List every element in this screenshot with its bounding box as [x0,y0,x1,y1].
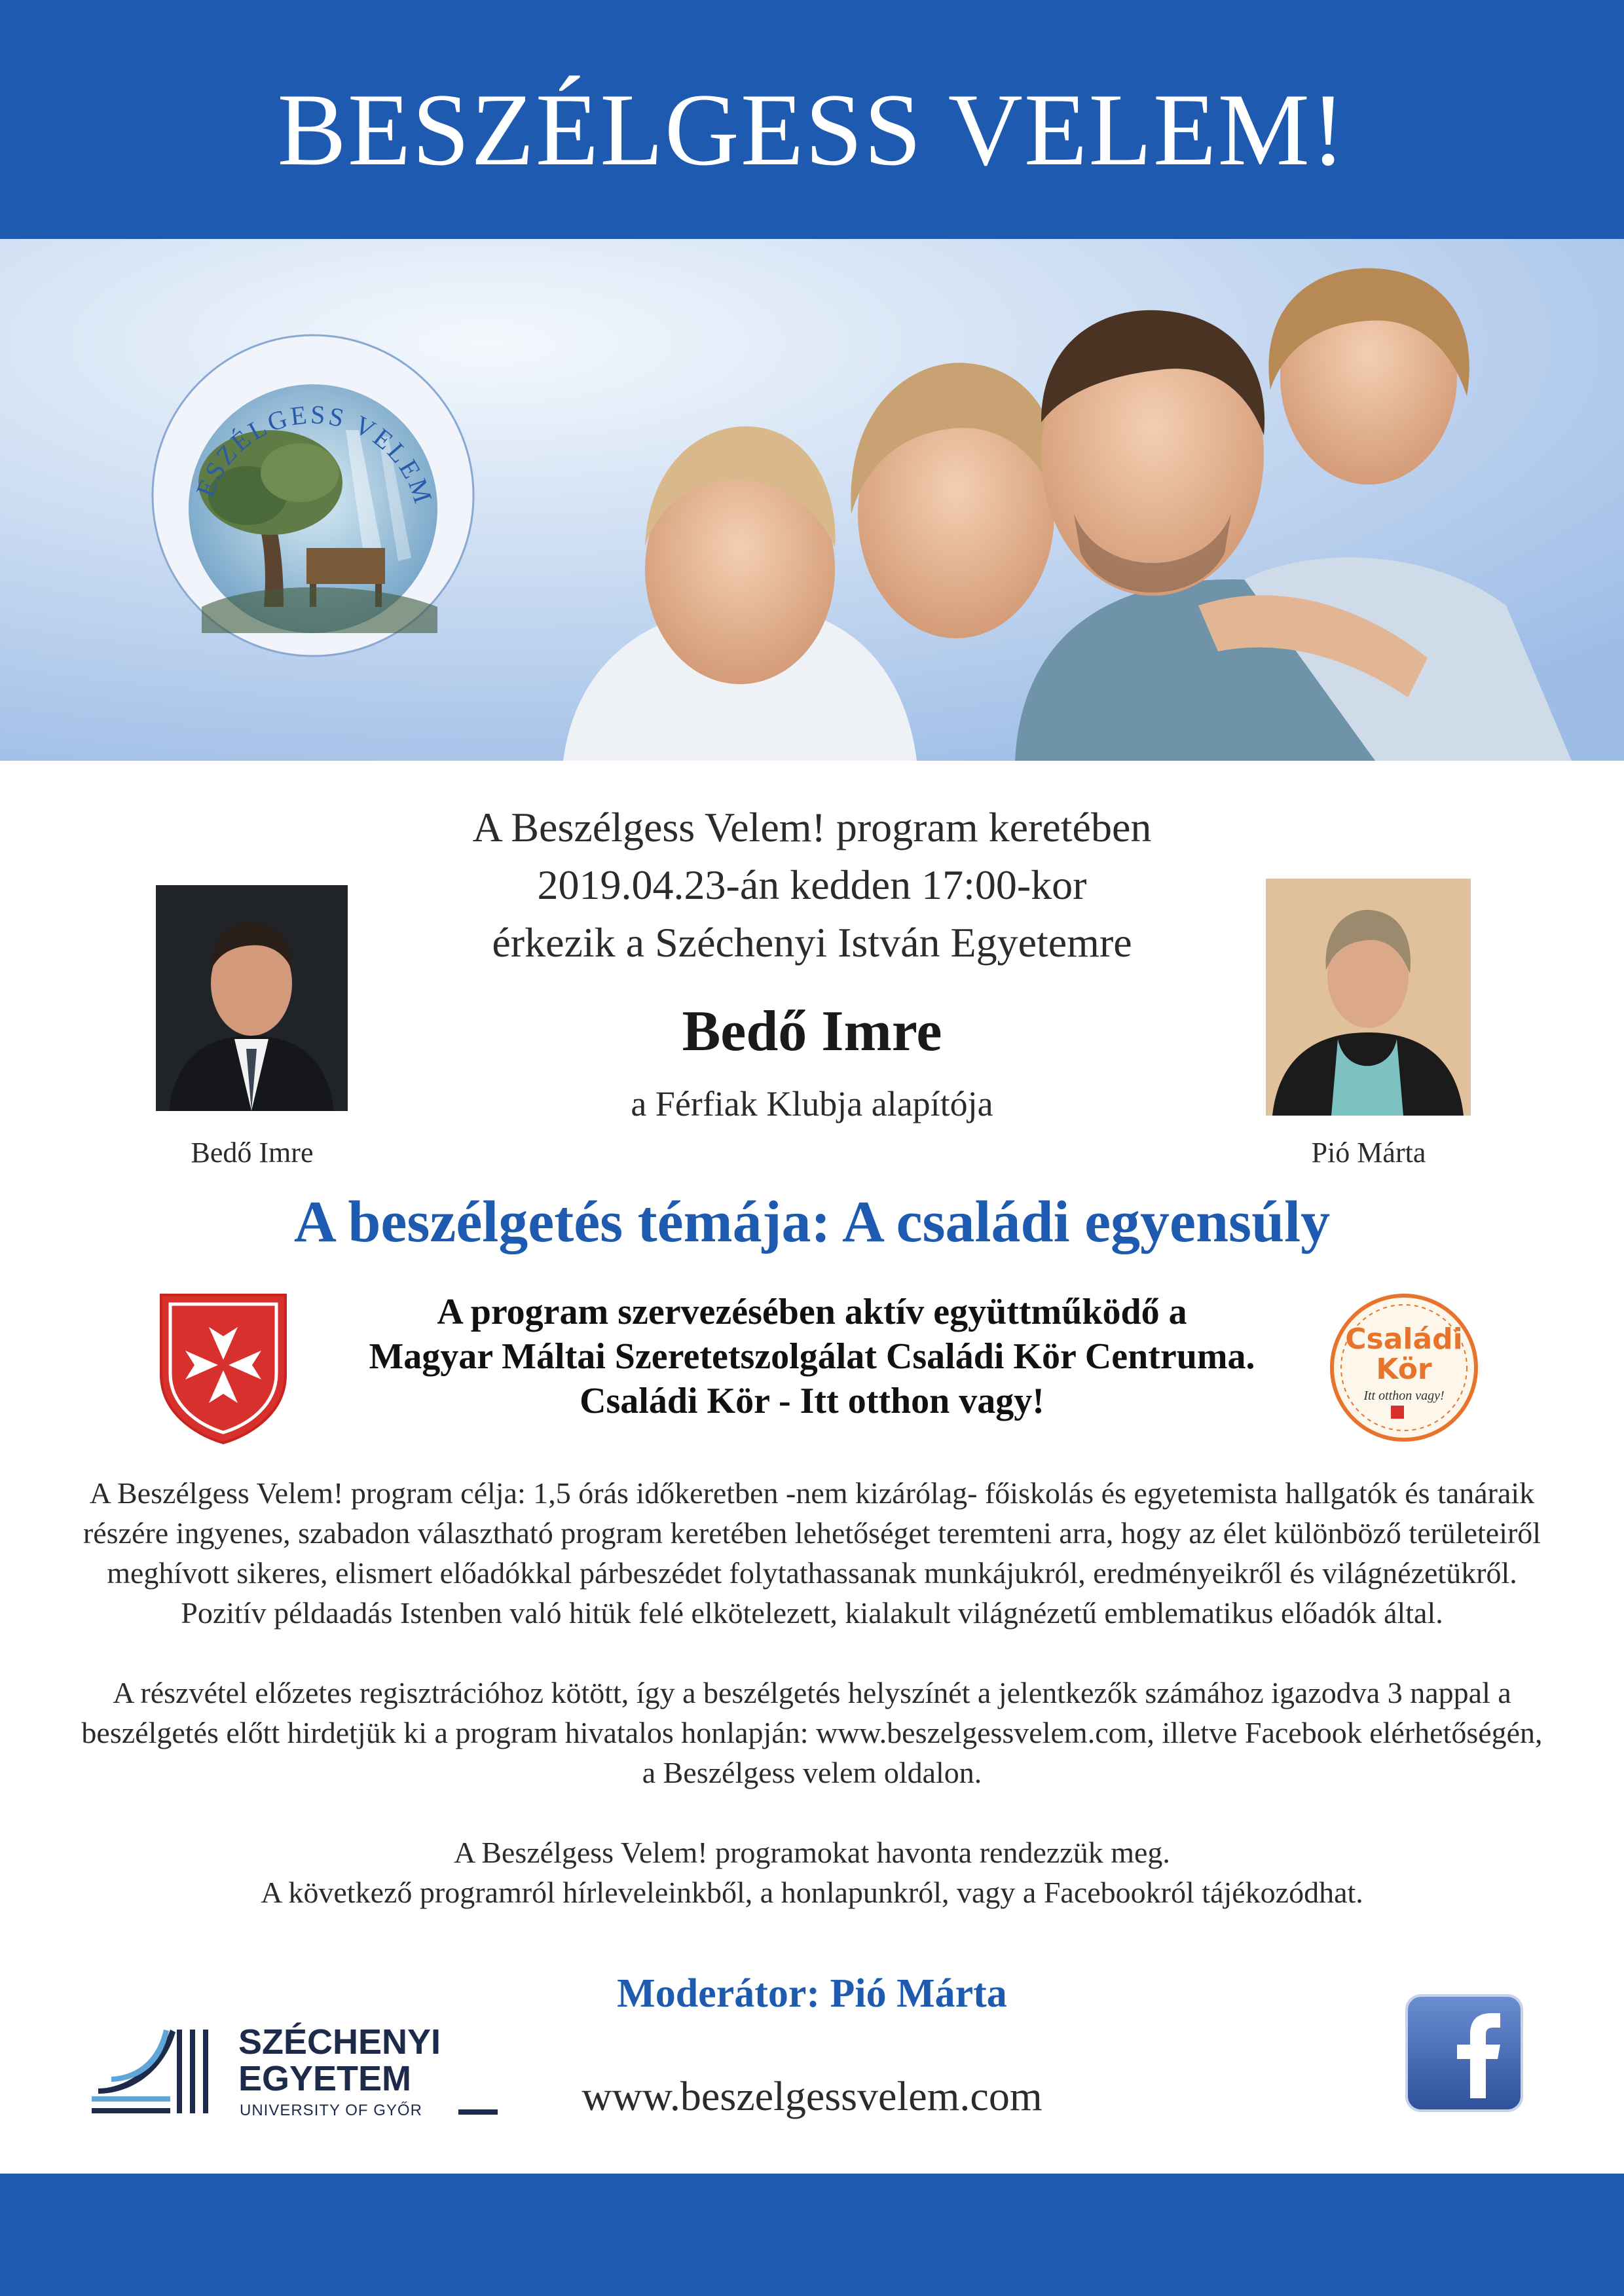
speaker-photo [156,885,348,1111]
intro-line-3: érkezik a Széchenyi István Egyetemre [492,919,1132,966]
description-paragraph-3-line-2: A következő programról hírleveleinkből, a honlapunkról, vagy a Facebookról tájékozódhat. [261,1876,1363,1909]
speaker-name: Bedő Imre [682,1000,942,1063]
university-subtitle: UNIVERSITY OF GYŐR [240,2102,422,2119]
university-underline [458,2109,498,2115]
event-intro [288,799,1336,972]
csaladi-logo-line2: Kör [1376,1353,1432,1386]
cooperation-text [288,1290,1336,1423]
website-link[interactable]: www.beszelgessvelem.com [581,2073,1043,2119]
right-photo-caption: Pió Márta [1311,1137,1426,1169]
szechenyi-mark-icon [92,2023,223,2121]
footer-band [0,2174,1624,2296]
university-name-line2: EGYETEM [238,2059,412,2098]
intro-line-1: A Beszélgess Velem! program keretében [472,804,1152,850]
csaladi-logo-line1: Családi [1345,1322,1463,1356]
badge-arc-text [149,332,477,659]
moderator-label: Moderátor: Pió Márta [617,1971,1007,2016]
maltese-cross-shield-icon [156,1290,291,1447]
program-description [72,1473,1552,1912]
beszelgess-velem-badge [149,332,477,659]
speaker-role: a Férfiak Klubja alapítója [631,1084,993,1123]
main-title: BESZÉLGESS VELEM! [277,73,1347,187]
left-photo-caption: Bedő Imre [191,1137,314,1169]
moderator-photo [1266,879,1471,1116]
csaladi-kor-logo [1329,1293,1479,1442]
intro-line-2: 2019.04.23-án kedden 17:00-kor [537,862,1087,908]
university-name-line1: SZÉCHENYI [238,2022,441,2062]
cooperation-line-1: A program szervezésében aktív együttműködő a [437,1292,1187,1332]
cooperation-line-2: Magyar Máltai Szeretetszolgálat Családi Kör Centruma. [369,1336,1255,1377]
description-paragraph-3-line-1: A Beszélgess Velem! programokat havonta rendezzük meg. [454,1836,1170,1869]
facebook-icon[interactable] [1405,1994,1524,2113]
description-paragraph-1: A Beszélgess Velem! program célja: 1,5 órás időkeretben -nem kizárólag- főiskolás és egyetemista hallgatók és tanáraik részére ingyenes, szabadon választható program keretében lehetőséget teremteni arra, hogy az élet különböző területeiről meghívott sikeres, elismert előadókkal párbeszédet folytathassanak munkájukról, eredményeikről és világnézetükről. Pozitív példaadás Istenben való hitük felé elkötelezett, kialakult világnézetű emblematikus előadók által. [83,1476,1541,1630]
cooperation-line-3: Családi Kör - Itt otthon vagy! [580,1381,1044,1421]
svg-text:BESZÉLGESS VELEM!: ESZÉLGESS VELEM [190,399,439,509]
topic-heading: A beszélgetés témája: A családi egyensúly [293,1190,1331,1254]
csaladi-logo-tagline: Itt otthon vagy! [1363,1389,1445,1403]
szechenyi-egyetem-logo [92,2023,498,2121]
description-paragraph-2: A részvétel előzetes regisztrációhoz kötött, így a beszélgetés helyszínét a jelentkezők számához igazodva 3 nappal a beszélgetés előtt hirdetjük ki a program hivatalos honlapján: www.beszelgessvelem.com, illetve Facebook elérhetőségén, a Beszélgess velem oldalon. [81,1676,1543,1789]
